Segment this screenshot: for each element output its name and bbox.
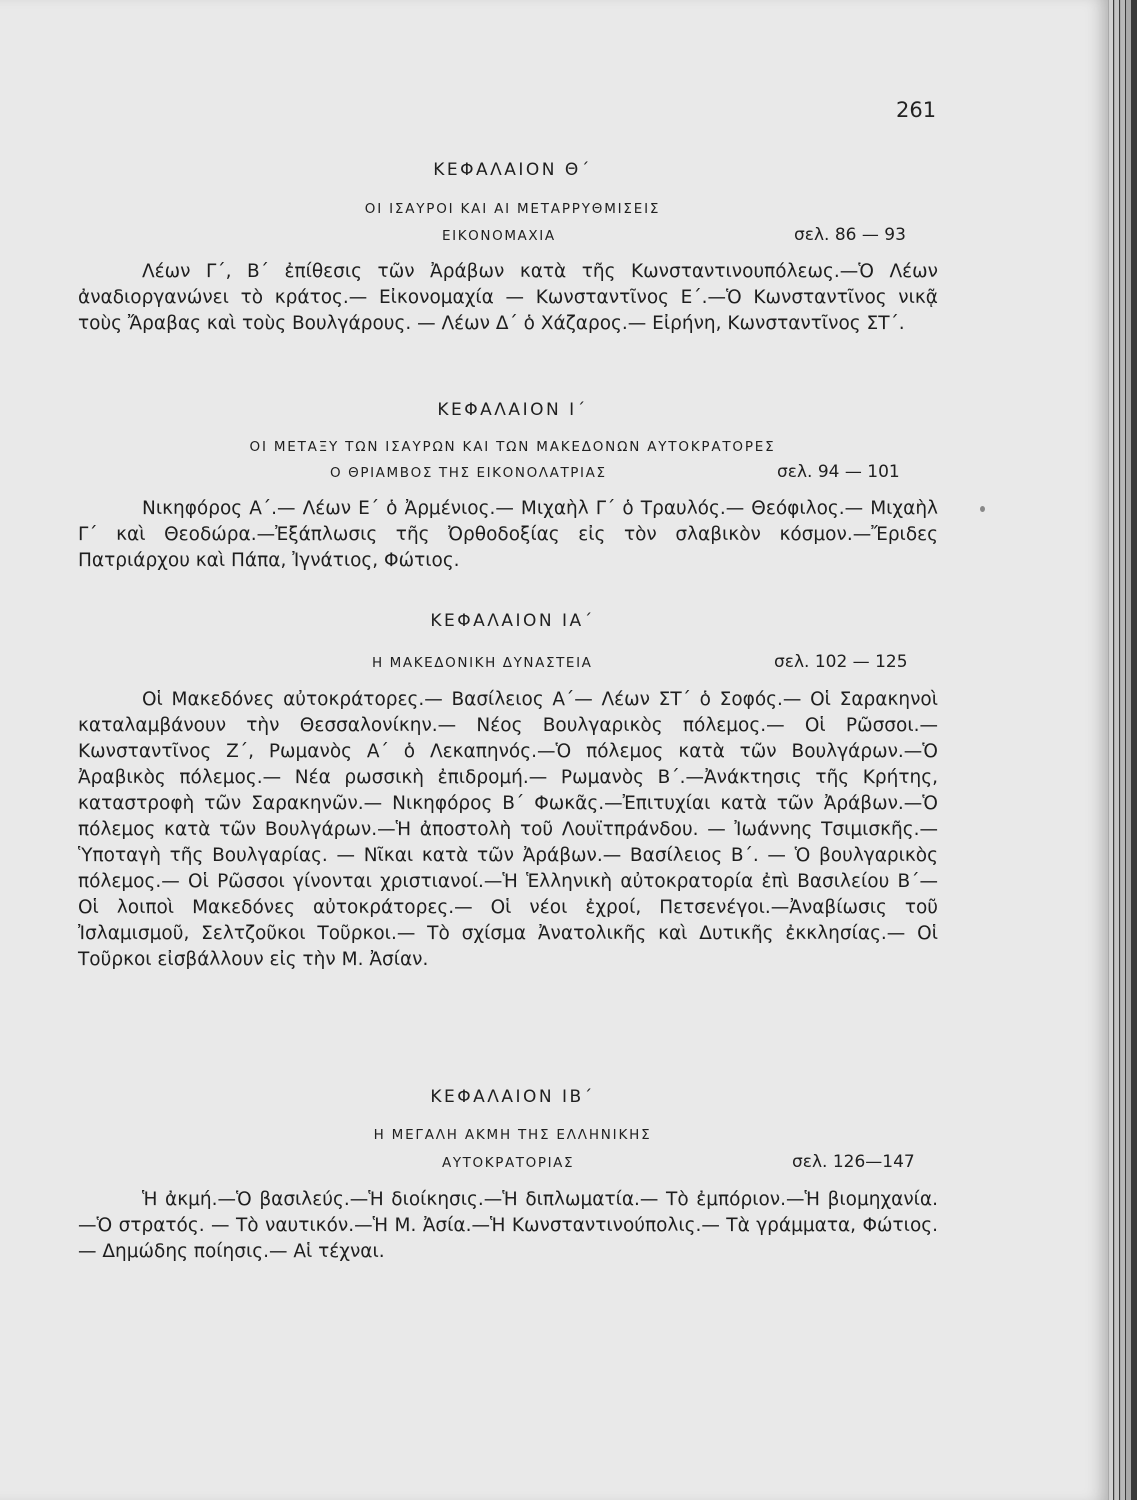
chapter-page-range: σελ. 102 — 125	[774, 652, 908, 672]
chapter-page-range: σελ. 86 — 93	[794, 225, 906, 245]
chapter-heading: ΚΕΦΑΛΑΙΟΝ Θ΄	[433, 160, 592, 180]
chapter-summary: Ἡ ἀκμή.—Ὁ βασιλεύς.—Ἡ διοίκησις.—Ἡ διπλωματία.— Τὸ ἐμπόριον.—Ἡ βιομηχανία.—Ὁ στρατός. — Τὸ ναυτικόν.—Ἡ Μ. Ἀσία.—Ἡ Κωνσταντινούπολις.— Τὰ γράμματα, Φώτιος.— Δημώδης ποίησις.— Αἱ τέχναι.	[78, 1189, 938, 1262]
chapter-subtitle: ΑΥΤΟΚΡΑΤΟΡΙΑΣ	[442, 1155, 575, 1171]
chapter-summary: Οἱ Μακεδόνες αὐτοκράτορες.— Βασίλειος Α΄— Λέων ΣΤ΄ ὁ Σοφός.— Οἱ Σαρακηνοὶ καταλαμβάνουν τὴν Θεσσαλονίκην.— Νέος Βουλγαρικὸς πόλεμος.— Οἱ Ρῶσσοι.— Κωνσταντῖνος Ζ΄, Ρωμανὸς Α΄ ὁ Λεκαπηνός.—Ὁ πόλεμος κατὰ τῶν Βουλγάρων.—Ὁ Ἀραβικὸς πόλεμος.— Νέα ρωσσικὴ ἐπιδρομή.— Ρωμανὸς Β΄.—Ἀνάκτησις τῆς Κρήτης, καταστροφὴ τῶν Σαρακηνῶν.— Νικηφόρος Β΄ Φωκᾶς.—Ἐπιτυχίαι κατὰ τῶν Ἀράβων.—Ὁ πόλεμος κατὰ τῶν Βουλγάρων.—Ἡ ἀποστολὴ τοῦ Λουϊτπράνδου. — Ἰωάννης Τσιμισκῆς.— Ὑποταγὴ τῆς Βουλγαρίας. — Νῖκαι κατὰ τῶν Ἀράβων.— Βασίλειος Β΄. — Ὁ βουλγαρικὸς πόλεμος.— Οἱ Ρῶσσοι γίνονται χριστιανοί.—Ἡ Ἑλληνικὴ αὐτοκρατορία ἐπὶ Βασιλείου Β΄— Οἱ λοιποὶ Μακεδόνες αὐτοκράτορες.— Οἱ νέοι ἐχροί, Πετσενέγοι.—Ἀναβίωσις τοῦ Ἰσλαμισμοῦ, Σελτζοῦκοι Τοῦρκοι.— Τὸ σχίσμα Ἀνατολικῆς καὶ Δυτικῆς ἐκκλησίας.— Οἱ Τοῦρκοι εἰσβάλλουν εἰς τὴν Μ. Ἀσίαν.	[78, 689, 938, 970]
chapter-summary: Νικηφόρος Α΄.— Λέων Ε΄ ὁ Ἀρμένιος.— Μιχαὴλ Γ΄ ὁ Τραυλός.— Θεόφιλος.— Μιχαὴλ Γ΄ καὶ Θεοδώρα.—Ἐξάπλωσις τῆς Ὀρθοδοξίας εἰς τὸν σλαβικὸν κόσμον.—Ἔριδες Πατριάρχου καὶ Πάπα, Ἰγνάτιος, Φώτιος.	[78, 498, 938, 571]
page-edge	[1120, 0, 1125, 1500]
chapter-heading: ΚΕΦΑΛΑΙΟΝ ΙΑ΄	[430, 611, 595, 631]
chapter-subtitle: Ο ΘΡΙΑΜΒΟΣ ΤΗΣ ΕΙΚΟΝΟΛΑΤΡΙΑΣ	[330, 465, 607, 481]
chapter-subtitle: ΕΙΚΟΝΟΜΑΧΙΑ	[442, 228, 556, 244]
page-edge	[1108, 0, 1113, 1500]
page-number: 261	[896, 98, 937, 122]
ink-speck	[980, 506, 985, 512]
chapter-page-range: σελ. 94 — 101	[777, 462, 900, 482]
chapter-title: ΟΙ ΜΕΤΑΞΥ ΤΩΝ ΙΣΑΥΡΩΝ ΚΑΙ ΤΩΝ ΜΑΚΕΔΟΝΩΝ ΑΥΤΟΚΡΑΤΟΡΕΣ	[249, 439, 776, 455]
page-edge	[1126, 0, 1131, 1500]
chapter-title: Η ΜΑΚΕΔΟΝΙΚΗ ΔΥΝΑΣΤΕΙΑ	[372, 655, 593, 671]
chapter-page-range: σελ. 126—147	[792, 1152, 915, 1172]
chapter-title: ΟΙ ΙΣΑΥΡΟΙ ΚΑΙ ΑΙ ΜΕΤΑΡΡΥΘΜΙΣΕΙΣ	[364, 201, 661, 217]
chapter-summary: Λέων Γ΄, Β΄ ἐπίθεσις τῶν Ἀράβων κατὰ τῆς Κωνσταντινουπόλεως.—Ὁ Λέων ἀναδιοργανώνει τὸ κράτος.— Εἰκονομαχία — Κωνσταντῖνος Ε΄.—Ὁ Κωνσταντῖνος νικᾷ τοὺς Ἄραβας καὶ τοὺς Βουλγάρους. — Λέων Δ΄ ὁ Χάζαρος.— Εἰρήνη, Κωνσταντῖνος ΣΤ΄.	[78, 261, 938, 334]
chapter-heading: ΚΕΦΑΛΑΙΟΝ ΙΒ΄	[430, 1087, 595, 1107]
chapter-title: Η ΜΕΓΑΛΗ ΑΚΜΗ ΤΗΣ ΕΛΛΗΝΙΚΗΣ	[373, 1127, 652, 1143]
chapter-heading: ΚΕΦΑΛΑΙΟΝ Ι΄	[437, 400, 588, 420]
page-edge	[1114, 0, 1119, 1500]
